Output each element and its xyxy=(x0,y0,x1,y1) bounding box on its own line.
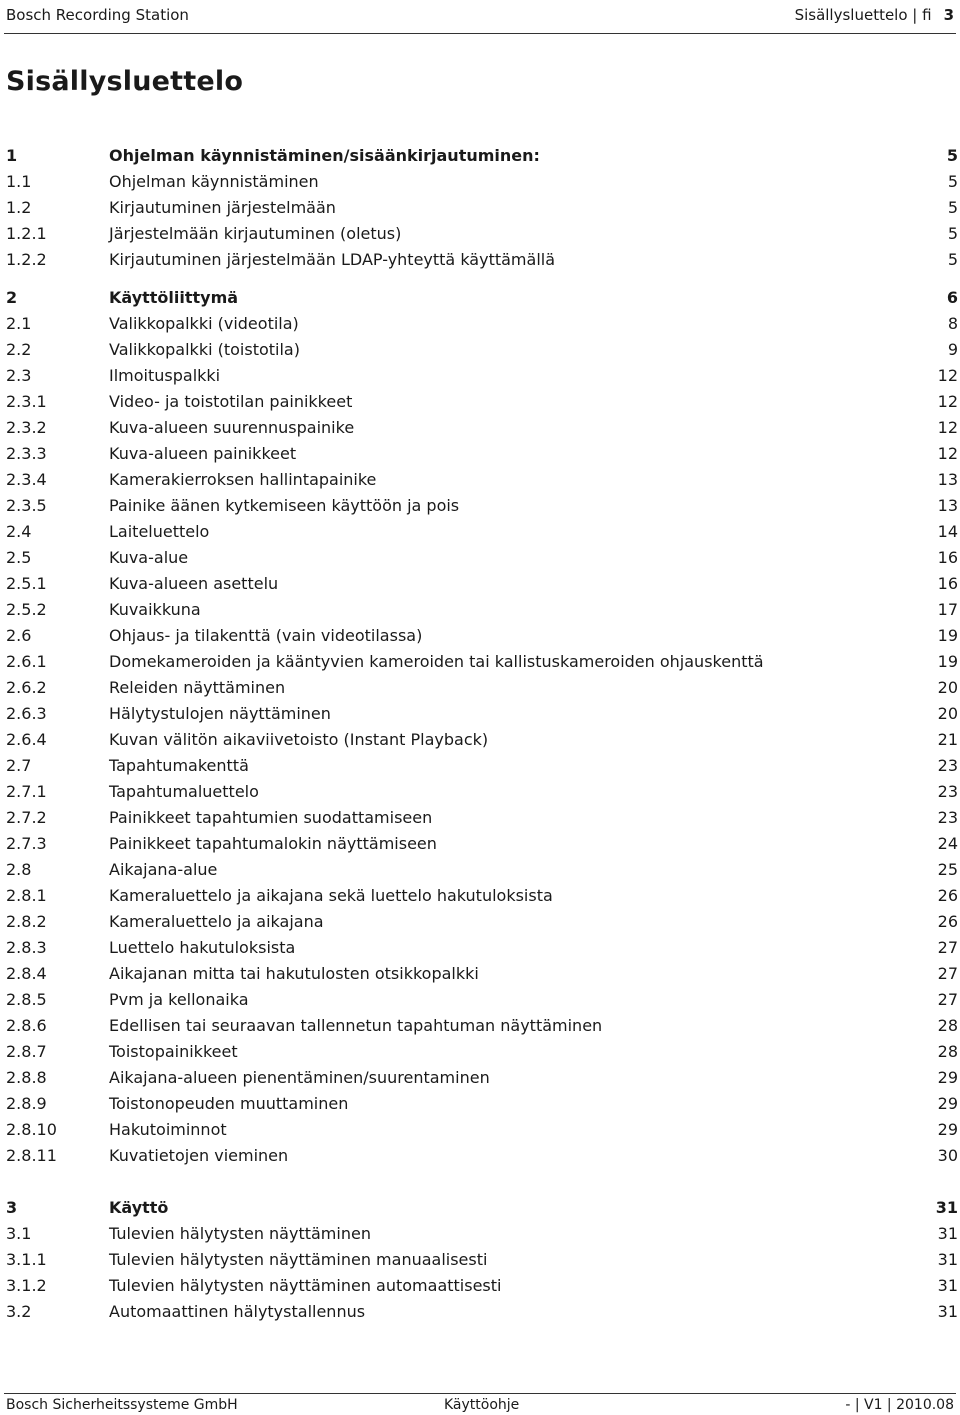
toc-entry-number: 2.8.4 xyxy=(6,964,47,983)
toc-entry-number: 2.6.3 xyxy=(6,704,47,723)
toc-entry-number: 2.6.1 xyxy=(6,652,47,671)
toc-entry[interactable] xyxy=(6,389,958,415)
toc-entry-page: 6 xyxy=(946,288,958,307)
toc-entry[interactable] xyxy=(6,1117,958,1143)
toc-entry[interactable] xyxy=(6,247,958,273)
toc-entry-title: Edellisen tai seuraavan tallennetun tapahtuman näyttäminen xyxy=(109,1016,603,1035)
toc-entry-number: 2.7 xyxy=(6,756,32,775)
toc-entry-title: Ohjaus- ja tilakenttä (vain videotilassa) xyxy=(109,626,423,645)
toc-entry[interactable] xyxy=(6,441,958,467)
toc-entry-page: 26 xyxy=(937,912,958,931)
toc-entry-title: Hälytystulojen näyttäminen xyxy=(109,704,331,723)
toc-entry[interactable] xyxy=(6,545,958,571)
toc-entry-page: 16 xyxy=(937,574,958,593)
toc-entry[interactable] xyxy=(6,519,958,545)
toc-entry-page: 28 xyxy=(937,1042,958,1061)
toc-entry-title: Käyttöliittymä xyxy=(109,288,239,307)
toc-entry-number: 2.6 xyxy=(6,626,32,645)
table-of-contents xyxy=(6,143,958,1337)
toc-entry-page: 23 xyxy=(937,808,958,827)
toc-entry-page: 5 xyxy=(947,224,958,243)
toc-entry-page: 29 xyxy=(937,1120,958,1139)
toc-entry-number: 2.5 xyxy=(6,548,32,567)
toc-entry-page: 20 xyxy=(937,704,958,723)
toc-entry[interactable] xyxy=(6,1273,958,1299)
toc-entry[interactable] xyxy=(6,857,958,883)
toc-entry-number: 1.1 xyxy=(6,172,32,191)
toc-entry[interactable] xyxy=(6,675,958,701)
toc-entry[interactable] xyxy=(6,221,958,247)
toc-entry-number: 2.5.1 xyxy=(6,574,47,593)
footer-version: - | V1 | 2010.08 xyxy=(845,1397,954,1413)
toc-entry-number: 2.8.9 xyxy=(6,1094,47,1113)
toc-entry-title: Toistonopeuden muuttaminen xyxy=(109,1094,349,1113)
toc-entry-title: Kuvaikkuna xyxy=(109,600,201,619)
toc-entry-number: 2.2 xyxy=(6,340,32,359)
toc-entry[interactable] xyxy=(6,571,958,597)
toc-entry[interactable] xyxy=(6,493,958,519)
header-section-label: Sisällysluettelo | fi xyxy=(794,6,932,24)
toc-entry-title: Hakutoiminnot xyxy=(109,1120,227,1139)
toc-entry-title: Painikkeet tapahtumalokin näyttämiseen xyxy=(109,834,437,853)
toc-entry-page: 23 xyxy=(937,756,958,775)
toc-entry-page: 12 xyxy=(937,392,958,411)
toc-entry-number: 2.8.8 xyxy=(6,1068,47,1087)
toc-entry-title: Tapahtumaluettelo xyxy=(109,782,259,801)
toc-entry-number: 2.3.4 xyxy=(6,470,47,489)
toc-entry-title: Laiteluettelo xyxy=(109,522,210,541)
header-page-number: 3 xyxy=(943,6,954,24)
toc-entry[interactable] xyxy=(6,623,958,649)
toc-entry[interactable] xyxy=(6,1221,958,1247)
toc-entry-page: 19 xyxy=(937,626,958,645)
toc-entry-number: 2.6.4 xyxy=(6,730,47,749)
toc-entry-page: 30 xyxy=(937,1146,958,1165)
toc-entry[interactable] xyxy=(6,1195,958,1221)
toc-entry-title: Painike äänen kytkemiseen käyttöön ja pois xyxy=(109,496,460,515)
toc-entry-number: 3.1.1 xyxy=(6,1250,47,1269)
toc-entry[interactable] xyxy=(6,701,958,727)
toc-entry-title: Tapahtumakenttä xyxy=(109,756,249,775)
toc-entry-number: 3.1.2 xyxy=(6,1276,47,1295)
toc-entry-number: 2.1 xyxy=(6,314,32,333)
toc-group xyxy=(6,285,958,1169)
toc-entry-page: 12 xyxy=(937,366,958,385)
toc-entry-number: 2.4 xyxy=(6,522,32,541)
toc-entry-title: Toistopainikkeet xyxy=(109,1042,238,1061)
toc-entry[interactable] xyxy=(6,649,958,675)
toc-entry-title: Painikkeet tapahtumien suodattamiseen xyxy=(109,808,433,827)
toc-entry-page: 29 xyxy=(937,1094,958,1113)
toc-entry[interactable] xyxy=(6,961,958,987)
toc-group xyxy=(6,1195,958,1325)
toc-entry-number: 1 xyxy=(6,146,18,165)
toc-entry-number: 3 xyxy=(6,1198,18,1217)
toc-entry-title: Kirjautuminen järjestelmään xyxy=(109,198,336,217)
toc-entry-page: 23 xyxy=(937,782,958,801)
toc-entry[interactable] xyxy=(6,727,958,753)
toc-entry-title: Ohjelman käynnistäminen/sisäänkirjautuminen: xyxy=(109,146,540,165)
page-footer xyxy=(4,1393,956,1415)
toc-entry-number: 2.3.3 xyxy=(6,444,47,463)
toc-entry[interactable] xyxy=(6,363,958,389)
toc-entry-page: 13 xyxy=(937,470,958,489)
toc-entry-number: 2.6.2 xyxy=(6,678,47,697)
toc-entry-page: 20 xyxy=(937,678,958,697)
toc-entry[interactable] xyxy=(6,467,958,493)
toc-entry-number: 1.2 xyxy=(6,198,32,217)
toc-entry-title: Ilmoituspalkki xyxy=(109,366,221,385)
toc-entry-page: 31 xyxy=(937,1250,958,1269)
toc-entry-number: 2.3.1 xyxy=(6,392,47,411)
toc-entry-title: Ohjelman käynnistäminen xyxy=(109,172,319,191)
toc-entry[interactable] xyxy=(6,987,958,1013)
toc-entry-number: 2.3.5 xyxy=(6,496,47,515)
toc-entry-title: Releiden näyttäminen xyxy=(109,678,286,697)
toc-entry-title: Kameraluettelo ja aikajana sekä luettelo hakutuloksista xyxy=(109,886,553,905)
toc-entry[interactable] xyxy=(6,779,958,805)
toc-entry[interactable] xyxy=(6,1247,958,1273)
toc-entry-title: Kuvatietojen vieminen xyxy=(109,1146,289,1165)
toc-entry[interactable] xyxy=(6,169,958,195)
toc-entry-title: Käyttö xyxy=(109,1198,169,1217)
toc-entry-number: 3.1 xyxy=(6,1224,32,1243)
toc-entry-title: Domekameroiden ja kääntyvien kameroiden tai kallistuskameroiden ohjauskenttä xyxy=(109,652,764,671)
toc-entry-number: 1.2.2 xyxy=(6,250,47,269)
toc-entry[interactable] xyxy=(6,805,958,831)
toc-entry-page: 16 xyxy=(937,548,958,567)
toc-entry[interactable] xyxy=(6,1013,958,1039)
toc-entry-page: 31 xyxy=(935,1198,958,1217)
toc-entry-title: Pvm ja kellonaika xyxy=(109,990,249,1009)
toc-entry-number: 2.7.2 xyxy=(6,808,47,827)
toc-entry-title: Luettelo hakutuloksista xyxy=(109,938,296,957)
toc-entry-number: 1.2.1 xyxy=(6,224,47,243)
toc-entry-number: 2.8 xyxy=(6,860,32,879)
toc-entry-title: Tulevien hälytysten näyttäminen automaattisesti xyxy=(109,1276,502,1295)
toc-entry-number: 2.3 xyxy=(6,366,32,385)
toc-entry[interactable] xyxy=(6,753,958,779)
toc-entry-number: 2.8.11 xyxy=(6,1146,57,1165)
toc-entry-title: Valikkopalkki (toistotila) xyxy=(109,340,300,359)
toc-entry[interactable] xyxy=(6,831,958,857)
toc-entry-page: 12 xyxy=(937,444,958,463)
toc-entry[interactable] xyxy=(6,935,958,961)
toc-entry[interactable] xyxy=(6,1143,958,1169)
toc-entry-page: 5 xyxy=(947,250,958,269)
toc-entry[interactable] xyxy=(6,143,958,169)
toc-entry[interactable] xyxy=(6,415,958,441)
toc-entry-title: Tulevien hälytysten näyttäminen xyxy=(109,1224,371,1243)
toc-entry-page: 27 xyxy=(937,964,958,983)
toc-entry-page: 5 xyxy=(947,198,958,217)
toc-entry-title: Aikajana-alueen pienentäminen/suurentaminen xyxy=(109,1068,490,1087)
toc-entry-page: 12 xyxy=(937,418,958,437)
toc-entry[interactable] xyxy=(6,1299,958,1325)
toc-entry-number: 3.2 xyxy=(6,1302,32,1321)
toc-entry-number: 2.7.1 xyxy=(6,782,47,801)
toc-entry-title: Kuva-alueen asettelu xyxy=(109,574,279,593)
toc-entry-page: 9 xyxy=(947,340,958,359)
toc-entry-number: 2.8.2 xyxy=(6,912,47,931)
toc-entry-page: 19 xyxy=(937,652,958,671)
toc-entry-page: 28 xyxy=(937,1016,958,1035)
toc-entry-page: 25 xyxy=(937,860,958,879)
page-title: Sisällysluettelo xyxy=(6,66,244,97)
toc-entry-title: Aikajana-alue xyxy=(109,860,218,879)
toc-entry-title: Kameraluettelo ja aikajana xyxy=(109,912,324,931)
toc-entry[interactable] xyxy=(6,597,958,623)
toc-entry[interactable] xyxy=(6,883,958,909)
toc-group xyxy=(6,143,958,273)
toc-entry-number: 2.8.1 xyxy=(6,886,47,905)
toc-entry-page: 31 xyxy=(937,1224,958,1243)
toc-entry-number: 2.5.2 xyxy=(6,600,47,619)
toc-entry-number: 2.8.5 xyxy=(6,990,47,1009)
toc-entry[interactable] xyxy=(6,1091,958,1117)
toc-entry-title: Tulevien hälytysten näyttäminen manuaalisesti xyxy=(109,1250,488,1269)
toc-entry-number: 2.8.10 xyxy=(6,1120,57,1139)
toc-entry-number: 2.7.3 xyxy=(6,834,47,853)
toc-entry-page: 24 xyxy=(937,834,958,853)
toc-entry-page: 29 xyxy=(937,1068,958,1087)
toc-entry[interactable] xyxy=(6,311,958,337)
toc-entry[interactable] xyxy=(6,195,958,221)
toc-entry-title: Video- ja toistotilan painikkeet xyxy=(109,392,353,411)
toc-entry-title: Järjestelmään kirjautuminen (oletus) xyxy=(109,224,402,243)
toc-entry-number: 2.3.2 xyxy=(6,418,47,437)
toc-entry-page: 31 xyxy=(937,1276,958,1295)
toc-entry-page: 27 xyxy=(937,990,958,1009)
toc-entry-title: Kuva-alue xyxy=(109,548,189,567)
toc-entry-page: 13 xyxy=(937,496,958,515)
toc-entry[interactable] xyxy=(6,1065,958,1091)
toc-entry-page: 17 xyxy=(937,600,958,619)
toc-entry-page: 21 xyxy=(937,730,958,749)
header-product-name: Bosch Recording Station xyxy=(6,6,189,24)
toc-entry[interactable] xyxy=(6,1039,958,1065)
toc-entry-number: 2.8.6 xyxy=(6,1016,47,1035)
toc-entry-page: 27 xyxy=(937,938,958,957)
toc-entry-title: Kamerakierroksen hallintapainike xyxy=(109,470,377,489)
toc-entry-title: Kirjautuminen järjestelmään LDAP-yhteyttä käyttämällä xyxy=(109,250,556,269)
toc-entry[interactable] xyxy=(6,909,958,935)
toc-entry-title: Aikajanan mitta tai hakutulosten otsikkopalkki xyxy=(109,964,479,983)
toc-entry-number: 2.8.3 xyxy=(6,938,47,957)
toc-entry-title: Valikkopalkki (videotila) xyxy=(109,314,299,333)
toc-entry[interactable] xyxy=(6,337,958,363)
footer-document-type: Käyttöohje xyxy=(444,1397,520,1413)
toc-entry-title: Kuvan välitön aikaviivetoisto (Instant Playback) xyxy=(109,730,489,749)
toc-entry-page: 26 xyxy=(937,886,958,905)
page-header xyxy=(4,0,956,34)
toc-entry-page: 31 xyxy=(937,1302,958,1321)
toc-entry-page: 5 xyxy=(947,172,958,191)
toc-entry-number: 2.8.7 xyxy=(6,1042,47,1061)
footer-company: Bosch Sicherheitssysteme GmbH xyxy=(6,1397,238,1413)
toc-entry-title: Automaattinen hälytystallennus xyxy=(109,1302,366,1321)
toc-entry-title: Kuva-alueen suurennuspainike xyxy=(109,418,355,437)
toc-entry-page: 14 xyxy=(937,522,958,541)
toc-entry-number: 2 xyxy=(6,288,18,307)
toc-entry-page: 8 xyxy=(947,314,958,333)
toc-entry-title: Kuva-alueen painikkeet xyxy=(109,444,297,463)
toc-entry[interactable] xyxy=(6,285,958,311)
toc-entry-page: 5 xyxy=(946,146,958,165)
header-section xyxy=(795,6,954,24)
